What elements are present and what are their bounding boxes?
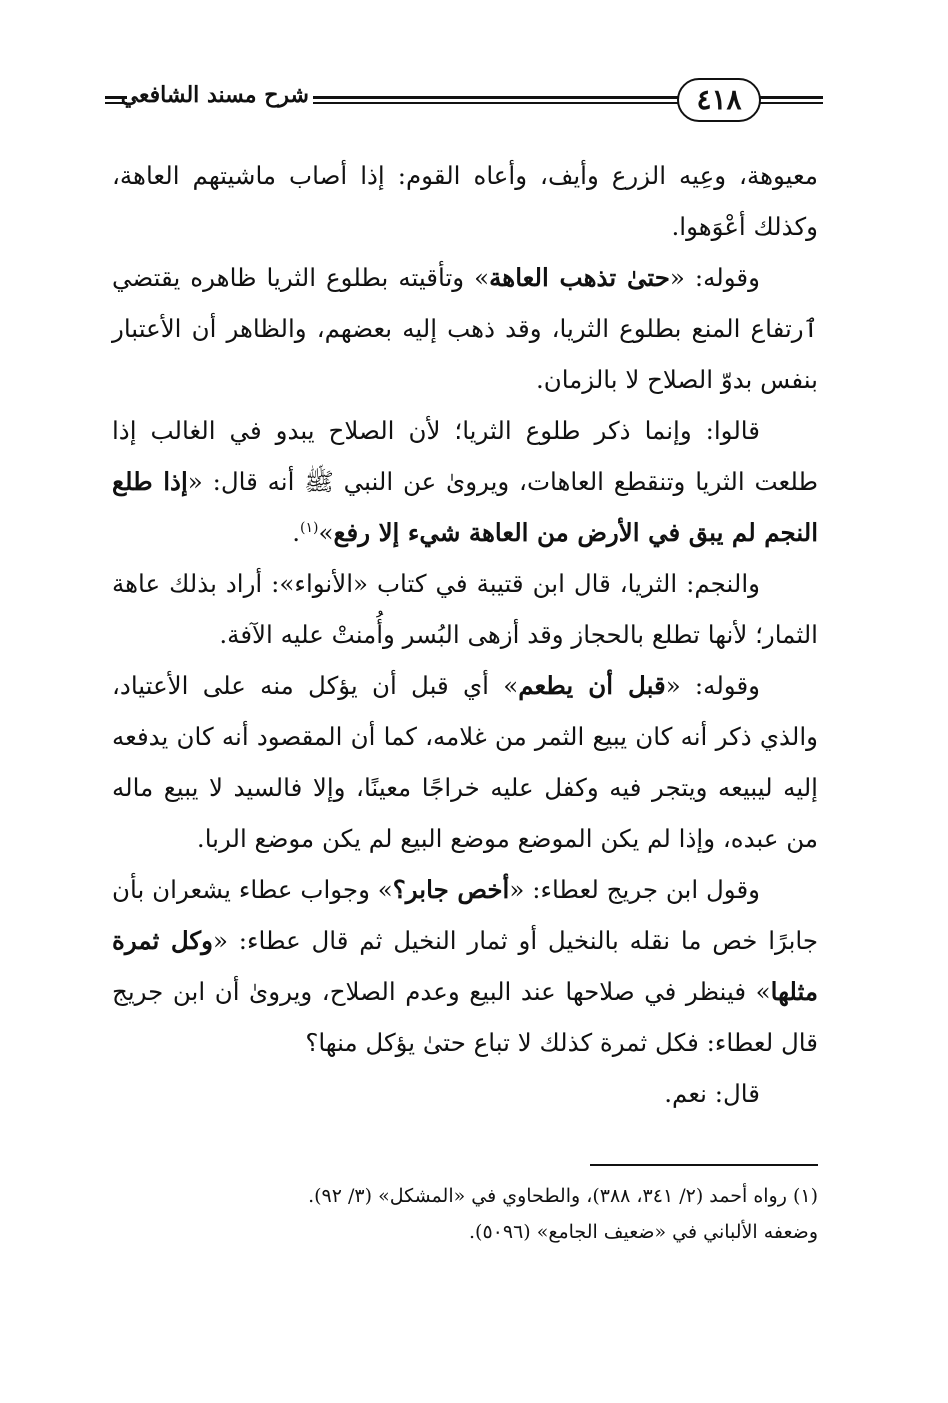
text-segment: » أي قبل أن يؤكل منه على الأعتياد، والذي ذكر أنه كان يبيع الثمر من غلامه، كما أن المقصود أنه كان يدفعه إليه ليبيعه ويتجر فيه وكفل عليه خراجًا معينًا، وإلا فالسيد لا يبيع ماله من عبده، وإذا لم يكن الموضع موضع البيع لم يكن موضع الربا. — [112, 671, 818, 853]
text-segment: والنجم: الثريا، قال ابن قتيبة في كتاب «الأنواء»: أراد بذلك عاهة الثمار؛ لأنها تطلع بالحجاز وقد أزهى البُسر وأُمنتْ عليه الآفة. — [112, 569, 818, 649]
quoted-text: حتىٰ تذهب العاهة — [489, 263, 670, 292]
text-segment: وقوله: « — [665, 671, 760, 700]
paragraph — [112, 1068, 818, 1119]
main-text — [112, 150, 818, 1119]
paragraph — [112, 252, 818, 405]
footnote-separator — [590, 1164, 818, 1166]
quoted-text: وكل ثمرة مثلها — [112, 926, 818, 1006]
paragraph — [112, 558, 818, 660]
footnotes — [112, 1178, 818, 1250]
paragraph — [112, 864, 818, 1068]
footnote-1-continuation: وضعفه الألباني في «ضعيف الجامع» (٥٠٩٦). — [469, 1221, 818, 1243]
text-segment: وقول ابن جريج لعطاء: « — [509, 875, 761, 904]
paragraph — [112, 660, 818, 864]
text-segment: . — [292, 518, 300, 547]
quoted-text: إذا طلع النجم لم يبق في الأرض من العاهة شيء إلا رفع — [112, 467, 818, 547]
footnote-1: (١) رواه أحمد (٢/ ٣٤١، ٣٨٨)، والطحاوي في «المشكل» (٣/ ٩٢). — [308, 1185, 818, 1207]
page-header — [105, 78, 823, 124]
text-segment: قالوا: وإنما ذكر طلوع الثريا؛ لأن الصلاح يبدو في الغالب إذا طلعت الثريا وتنقطع العاهات، ويروىٰ عن النبي ﷺ أنه قال: « — [112, 416, 818, 496]
quoted-text: قبل أن يطعم — [518, 671, 666, 700]
text-segment: » وتأقيته بطلوع الثريا ظاهره يقتضي ٱرتفاع المنع بطلوع الثريا، وقد ذهب إليه بعضهم، والظاهر أن الأعتبار بنفس بدوّ الصلاح لا بالزمان. — [112, 263, 818, 394]
text-segment: قال: نعم. — [664, 1079, 760, 1108]
paragraph — [112, 405, 818, 558]
header-rule-middle — [313, 96, 699, 104]
text-segment: » فينظر في صلاحها عند البيع وعدم الصلاح، ويروىٰ أن ابن جريج قال لعطاء: فكل ثمرة كذلك لا تباع حتىٰ يؤكل منها؟ — [112, 977, 818, 1057]
footnote-marker: (١) — [299, 519, 319, 536]
paragraph — [112, 150, 818, 252]
page-number: ٤١٨ — [677, 78, 761, 122]
text-segment: معيوهة، وعِيه الزرع وأيف، وأعاه القوم: إذا أصاب ماشيتهم العاهة، وكذلك أعْوَهوا. — [112, 161, 818, 241]
text-segment: وقوله: « — [669, 263, 760, 292]
text-segment: » وجواب عطاء يشعران بأن جابرًا خص ما نقله بالنخيل أو ثمار النخيل ثم قال عطاء: « — [112, 875, 819, 955]
quoted-text: أخص جابر؟ — [392, 875, 510, 904]
running-title: شرح مسند الشافعي — [120, 82, 309, 108]
text-segment: » — [318, 518, 334, 547]
